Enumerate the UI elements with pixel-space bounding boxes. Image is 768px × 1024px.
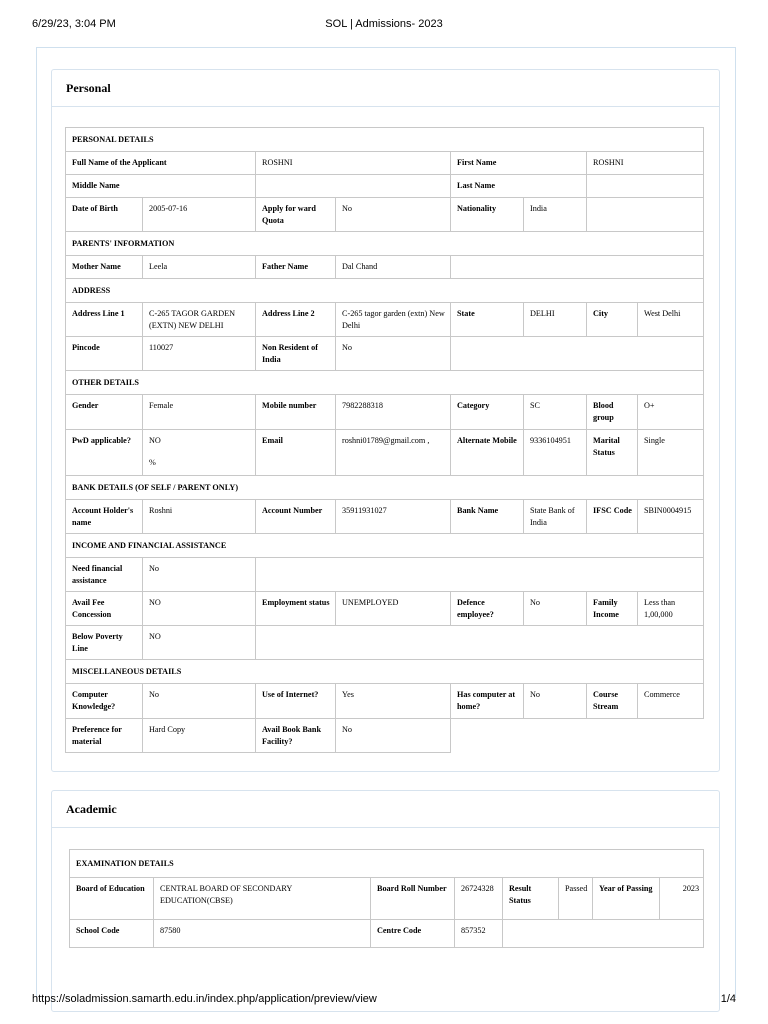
value-mobile: 7982288318 — [336, 395, 451, 430]
value-course-stream: Commerce — [638, 684, 704, 719]
section-address: ADDRESS — [66, 279, 704, 303]
label-father-name: Father Name — [256, 256, 336, 279]
label-school-code: School Code — [70, 920, 154, 948]
label-first-name: First Name — [451, 152, 587, 175]
value-employment-status: UNEMPLOYED — [336, 592, 451, 626]
academic-card-header — [52, 791, 719, 828]
label-pwd: PwD applicable? — [66, 430, 143, 476]
value-pwd-percent: % — [149, 458, 156, 467]
value-non-resident: No — [336, 337, 451, 371]
value-need-financial: No — [143, 558, 256, 592]
label-mother-name: Mother Name — [66, 256, 143, 279]
value-defence-employee: No — [524, 592, 587, 626]
value-preference-material: Hard Copy — [143, 719, 256, 753]
value-bank-name: State Bank of India — [524, 500, 587, 534]
personal-details-grid — [65, 127, 704, 753]
value-first-name: ROSHNI — [587, 152, 704, 175]
value-state: DELHI — [524, 303, 587, 337]
label-preference-material: Preference for material — [66, 719, 143, 753]
label-ifsc-code: IFSC Code — [587, 500, 638, 534]
label-alternate-mobile: Alternate Mobile — [451, 430, 524, 476]
label-middle-name: Middle Name — [66, 175, 256, 198]
value-year-of-passing: 2023 — [660, 878, 704, 920]
label-dob: Date of Birth — [66, 198, 143, 232]
empty-cell — [256, 626, 704, 660]
value-pwd — [143, 430, 256, 476]
label-account-number: Account Number — [256, 500, 336, 534]
value-pincode: 110027 — [143, 337, 256, 371]
label-full-name: Full Name of the Applicant — [66, 152, 256, 175]
empty-cell — [451, 719, 704, 753]
section-other-details: OTHER DETAILS — [66, 371, 704, 395]
print-page-number: 1/4 — [720, 993, 736, 1005]
label-bank-name: Bank Name — [451, 500, 524, 534]
label-nationality: Nationality — [451, 198, 524, 232]
label-year-of-passing: Year of Passing — [593, 878, 660, 920]
value-result-status: Passed — [559, 878, 593, 920]
value-address-line-2: C-265 tagor garden (extn) New Delhi — [336, 303, 451, 337]
value-marital-status: Single — [638, 430, 704, 476]
value-dob: 2005-07-16 — [143, 198, 256, 232]
value-pwd-text: NO — [149, 436, 161, 445]
value-computer-at-home: No — [524, 684, 587, 719]
label-gender: Gender — [66, 395, 143, 430]
label-defence-employee: Defence employee? — [451, 592, 524, 626]
value-computer-knowledge: No — [143, 684, 256, 719]
label-address-line-2: Address Line 2 — [256, 303, 336, 337]
value-family-income: Less than 1,00,000 — [638, 592, 704, 626]
empty-cell — [451, 337, 704, 371]
label-use-of-internet: Use of Internet? — [256, 684, 336, 719]
value-board: CENTRAL BOARD OF SECONDARY EDUCATION(CBSE) — [154, 878, 371, 920]
value-email: roshni01789@gmail.com , — [336, 430, 451, 476]
label-family-income: Family Income — [587, 592, 638, 626]
print-datetime: 6/29/23, 3:04 PM — [32, 18, 116, 30]
label-computer-knowledge: Computer Knowledge? — [66, 684, 143, 719]
print-url: https://soladmission.samarth.edu.in/index.php/application/preview/view — [32, 993, 377, 1005]
value-use-of-internet: Yes — [336, 684, 451, 719]
label-centre-code: Centre Code — [371, 920, 455, 948]
empty-cell — [256, 558, 704, 592]
value-full-name: ROSHNI — [256, 152, 451, 175]
label-email: Email — [256, 430, 336, 476]
value-fee-concession: NO — [143, 592, 256, 626]
academic-card-title: Academic — [66, 802, 117, 816]
label-marital-status: Marital Status — [587, 430, 638, 476]
section-personal-details: PERSONAL DETAILS — [66, 128, 704, 152]
value-school-code: 87580 — [154, 920, 371, 948]
value-centre-code: 857352 — [455, 920, 503, 948]
print-footer — [32, 993, 736, 1007]
value-ifsc-code: SBIN0004915 — [638, 500, 704, 534]
value-city: West Delhi — [638, 303, 704, 337]
value-last-name — [587, 175, 704, 198]
label-state: State — [451, 303, 524, 337]
value-board-roll: 26724328 — [455, 878, 503, 920]
label-employment-status: Employment status — [256, 592, 336, 626]
label-below-poverty-line: Below Poverty Line — [66, 626, 143, 660]
section-miscellaneous: MISCELLANEOUS DETAILS — [66, 660, 704, 684]
label-mobile: Mobile number — [256, 395, 336, 430]
label-blood-group: Blood group — [587, 395, 638, 430]
value-alternate-mobile: 9336104951 — [524, 430, 587, 476]
print-header — [32, 18, 736, 32]
print-title: SOL | Admissions- 2023 — [325, 18, 443, 30]
personal-card-header — [52, 70, 719, 107]
value-gender: Female — [143, 395, 256, 430]
label-account-holder: Account Holder's name — [66, 500, 143, 534]
label-fee-concession: Avail Fee Concession — [66, 592, 143, 626]
value-middle-name — [256, 175, 451, 198]
value-mother-name: Leela — [143, 256, 256, 279]
label-computer-at-home: Has computer at home? — [451, 684, 524, 719]
label-address-line-1: Address Line 1 — [66, 303, 143, 337]
value-nationality: India — [524, 198, 587, 232]
label-result-status: Result Status — [503, 878, 559, 920]
personal-card-title: Personal — [66, 81, 111, 95]
label-course-stream: Course Stream — [587, 684, 638, 719]
empty-cell — [587, 198, 704, 232]
value-book-bank: No — [336, 719, 451, 753]
section-income-financial: INCOME AND FINANCIAL ASSISTANCE — [66, 534, 704, 558]
value-account-holder: Roshni — [143, 500, 256, 534]
label-book-bank: Avail Book Bank Facility? — [256, 719, 336, 753]
empty-cell — [451, 256, 704, 279]
label-city: City — [587, 303, 638, 337]
value-blood-group: O+ — [638, 395, 704, 430]
empty-cell — [503, 920, 704, 948]
examination-details-table — [69, 849, 704, 948]
value-father-name: Dal Chand — [336, 256, 451, 279]
label-need-financial: Need financial assistance — [66, 558, 143, 592]
value-below-poverty-line: NO — [143, 626, 256, 660]
label-last-name: Last Name — [451, 175, 587, 198]
label-ward-quota: Apply for ward Quota — [256, 198, 336, 232]
value-ward-quota: No — [336, 198, 451, 232]
section-examination-details: EXAMINATION DETAILS — [70, 850, 704, 878]
section-bank-details: BANK DETAILS (OF SELF / PARENT ONLY) — [66, 476, 704, 500]
value-address-line-1: C-265 TAGOR GARDEN (EXTN) NEW DELHI — [143, 303, 256, 337]
label-non-resident: Non Resident of India — [256, 337, 336, 371]
label-category: Category — [451, 395, 524, 430]
label-pincode: Pincode — [66, 337, 143, 371]
value-category: SC — [524, 395, 587, 430]
value-account-number: 35911931027 — [336, 500, 451, 534]
label-board-roll: Board Roll Number — [371, 878, 455, 920]
label-board: Board of Education — [70, 878, 154, 920]
section-parents-information: PARENTS' INFORMATION — [66, 232, 704, 256]
